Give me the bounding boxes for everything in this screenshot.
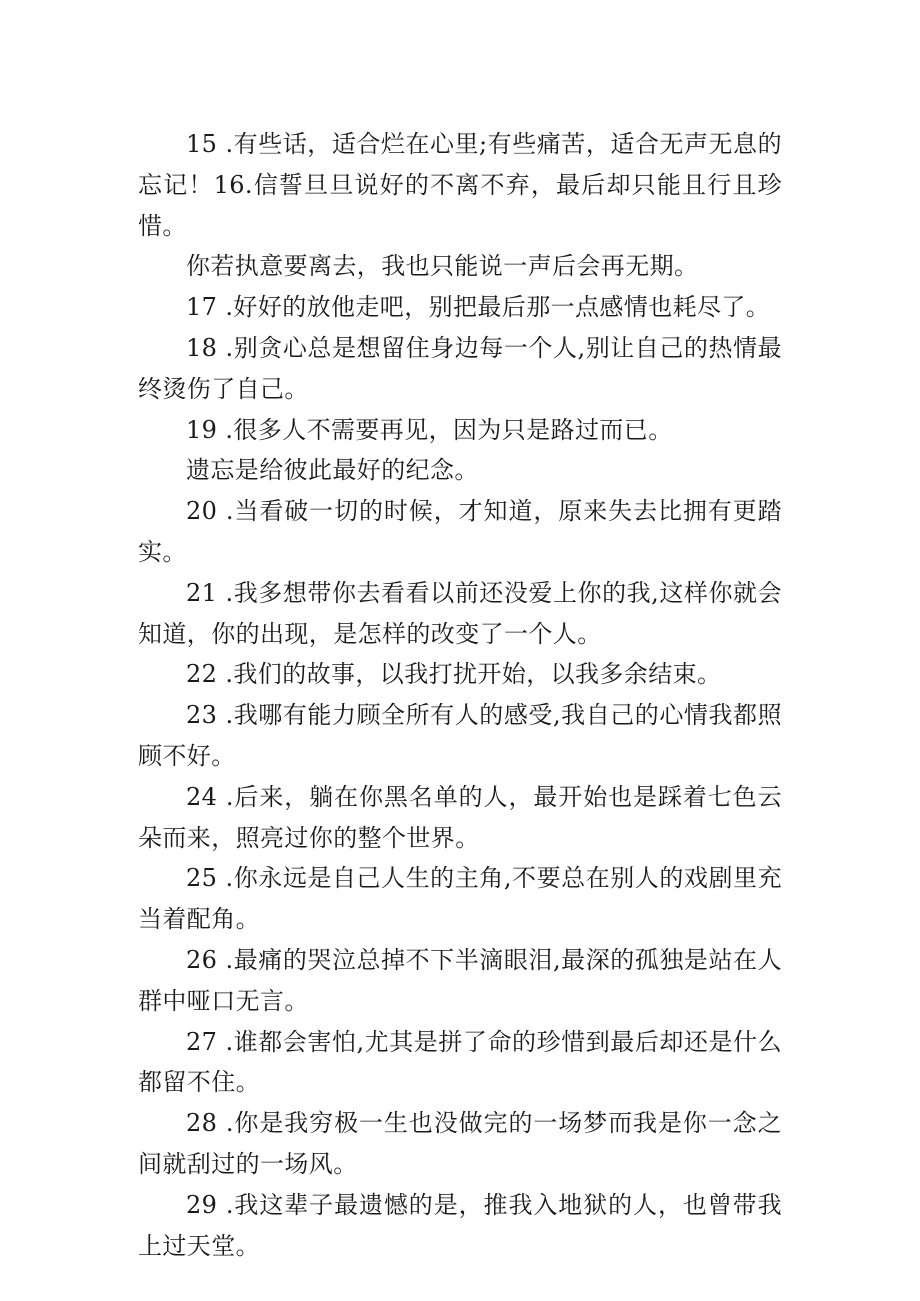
document-body bbox=[138, 124, 782, 1266]
paragraph-15-16: 15 .有些话，适合烂在心里;有些痛苦，适合无声无息的忘记！16.信誓旦旦说好的不离不弃，最后却只能且行且珍惜。 bbox=[138, 130, 782, 240]
paragraph-18: 18 .别贪心总是想留住身边每一个人,别让自己的热情最终烫伤了自己。 bbox=[138, 333, 782, 403]
paragraph-17: 17 .好好的放他走吧，别把最后那一点感情也耗尽了。 bbox=[186, 293, 771, 322]
paragraph-21: 21 .我多想带你去看看以前还没爱上你的我,这样你就会知道，你的出现，是怎样的改变了一个人。 bbox=[138, 578, 782, 648]
paragraph-26: 26 .最痛的哭泣总掉不下半滴眼泪,最深的孤独是站在人群中哑口无言。 bbox=[138, 945, 782, 1015]
paragraph-28: 28 .你是我穷极一生也没做完的一场梦而我是你一念之间就刮过的一场风。 bbox=[138, 1109, 782, 1178]
paragraph-25: 25 .你永远是自己人生的主角,不要总在别人的戏剧里充当着配角。 bbox=[138, 864, 782, 934]
paragraph-19-continued: 遗忘是给彼此最好的纪念。 bbox=[186, 456, 479, 485]
paragraph-20: 20 .当看破一切的时候，才知道，原来失去比拥有更踏实。 bbox=[138, 497, 782, 566]
paragraph-19: 19 .很多人不需要再见，因为只是路过而已。 bbox=[186, 415, 673, 444]
paragraph-29: 29 .我这辈子最遗憾的是，推我入地狱的人，也曾带我上过天堂。 bbox=[138, 1190, 782, 1260]
paragraph-22: 22 .我们的故事，以我打扰开始，以我多余结束。 bbox=[186, 660, 722, 689]
paragraph-24: 24 .后来，躺在你黑名单的人，最开始也是踩着七色云朵而来，照亮过你的整个世界。 bbox=[138, 782, 782, 852]
paragraph-23: 23 .我哪有能力顾全所有人的感受,我自己的心情我都照顾不好。 bbox=[138, 701, 782, 770]
paragraph-16-continued: 你若执意要离去，我也只能说一声后会再无期。 bbox=[186, 252, 699, 281]
paragraph-27: 27 .谁都会害怕,尤其是拼了命的珍惜到最后却还是什么都留不住。 bbox=[138, 1027, 782, 1097]
